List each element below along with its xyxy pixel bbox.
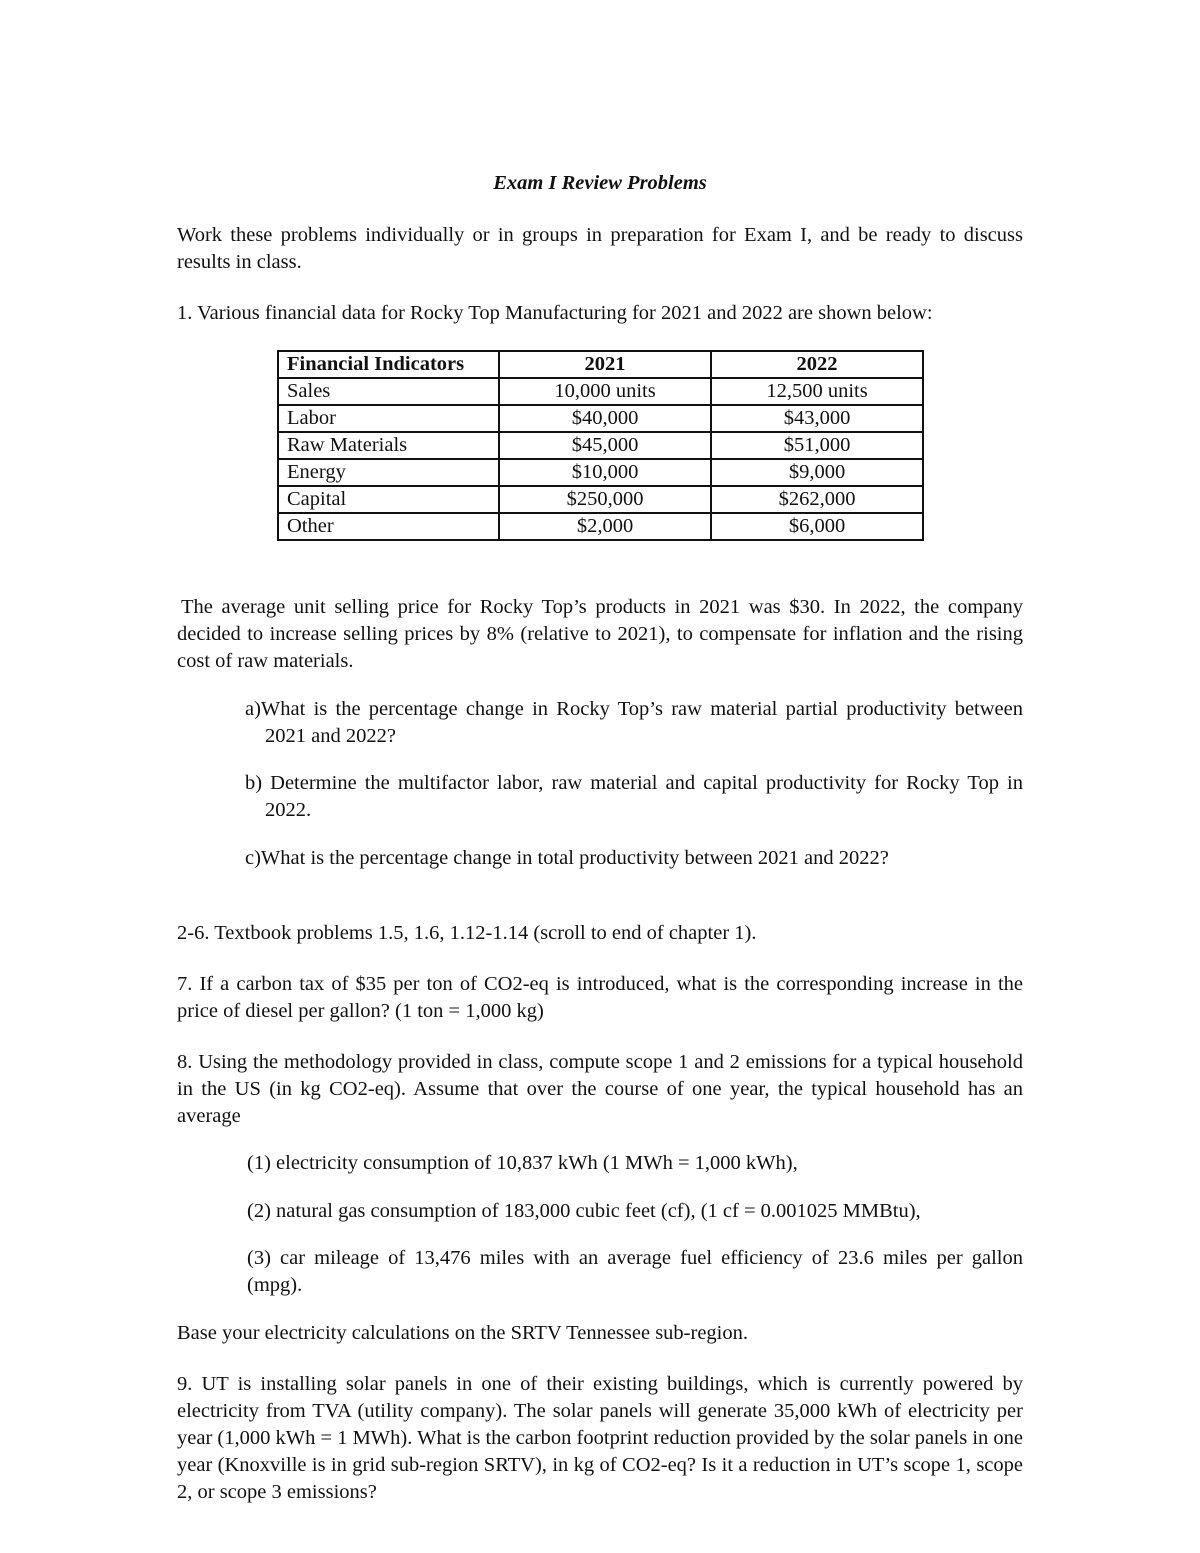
q7-text: 7. If a carbon tax of $35 per ton of CO2-eq is introduced, what is the corresponding increase in the price of diesel per gallon? (1 ton = 1,000 kg) (177, 972, 1023, 1022)
q8-note: Base your electricity calculations on the SRTV Tennessee sub-region. (177, 1321, 748, 1344)
q1-prompt: 1. Various financial data for Rocky Top Manufacturing for 2021 and 2022 are shown below: (177, 302, 933, 324)
table-cell: $250,000 (499, 486, 711, 513)
q8-item-1: (1) electricity consumption of 10,837 kWh (1 MWh = 1,000 kWh), (247, 1152, 798, 1174)
table-cell: $6,000 (711, 513, 923, 540)
table-cell: Sales (278, 378, 499, 405)
q1-context: The average unit selling price for Rocky Top’s products in 2021 was $30. In 2022, the company decided to increase selling prices by 8% (relative to 2021), to compensate for inflation and the rising cost of raw materials. (177, 596, 1023, 672)
q1-part-a: a)What is the percentage change in Rocky Top’s raw material partial productivity between 2021 and 2022? (245, 697, 1023, 747)
financial-table (277, 350, 924, 541)
table-row (278, 378, 923, 405)
table-cell: $45,000 (499, 432, 711, 459)
table-header-cell: 2022 (711, 351, 923, 378)
q1-part-c: c)What is the percentage change in total productivity between 2021 and 2022? (245, 846, 889, 869)
table-row (278, 513, 923, 540)
table-cell: Capital (278, 486, 499, 513)
table-cell: 12,500 units (711, 378, 923, 405)
intro-paragraph: Work these problems individually or in groups in preparation for Exam I, and be ready to discuss results in class. (177, 224, 1023, 273)
q1-part-b: b) Determine the multifactor labor, raw material and capital productivity for Rocky Top in 2022. (245, 772, 1023, 821)
table-cell: 10,000 units (499, 378, 711, 405)
table-row (278, 432, 923, 459)
table-row (278, 486, 923, 513)
table-header-cell: Financial Indicators (278, 351, 499, 378)
q2-6-text: 2-6. Textbook problems 1.5, 1.6, 1.12-1.14 (scroll to end of chapter 1). (177, 921, 757, 944)
q8-prompt: 8. Using the methodology provided in class, compute scope 1 and 2 emissions for a typical household in the US (in kg CO2-eq). Assume that over the course of one year, the typical household has an average (177, 1050, 1023, 1127)
table-row (278, 405, 923, 432)
table-cell: $51,000 (711, 432, 923, 459)
table-cell: $40,000 (499, 405, 711, 432)
table-header-row (278, 351, 923, 378)
q8-item-3: (3) car mileage of 13,476 miles with an average fuel efficiency of 23.6 miles per gallon (mpg). (247, 1247, 1023, 1296)
table-cell: Labor (278, 405, 499, 432)
q9-text: 9. UT is installing solar panels in one of their existing buildings, which is currently powered by electricity from TVA (utility company). The solar panels will generate 35,000 kWh of electricity per year (1,000 kWh = 1 MWh). What is the carbon footprint reduction provided by the solar panels in one year (Knoxville is in grid sub-region SRTV), in kg of CO2-eq? Is it a reduction in UT’s scope 1, scope 2, or scope 3 emissions? (177, 1372, 1023, 1503)
table-cell: $2,000 (499, 513, 711, 540)
q8-item-2: (2) natural gas consumption of 183,000 cubic feet (cf), (1 cf = 0.001025 MMBtu), (247, 1199, 921, 1222)
table-cell: $262,000 (711, 486, 923, 513)
table-cell: Energy (278, 459, 499, 486)
table-header-cell: 2021 (499, 351, 711, 378)
table-cell: $10,000 (499, 459, 711, 486)
table-cell: Raw Materials (278, 432, 499, 459)
table-cell: Other (278, 513, 499, 540)
page-title: Exam I Review Problems (493, 172, 707, 194)
table-row (278, 459, 923, 486)
document-page (177, 170, 1023, 1506)
table-cell: $43,000 (711, 405, 923, 432)
table-cell: $9,000 (711, 459, 923, 486)
